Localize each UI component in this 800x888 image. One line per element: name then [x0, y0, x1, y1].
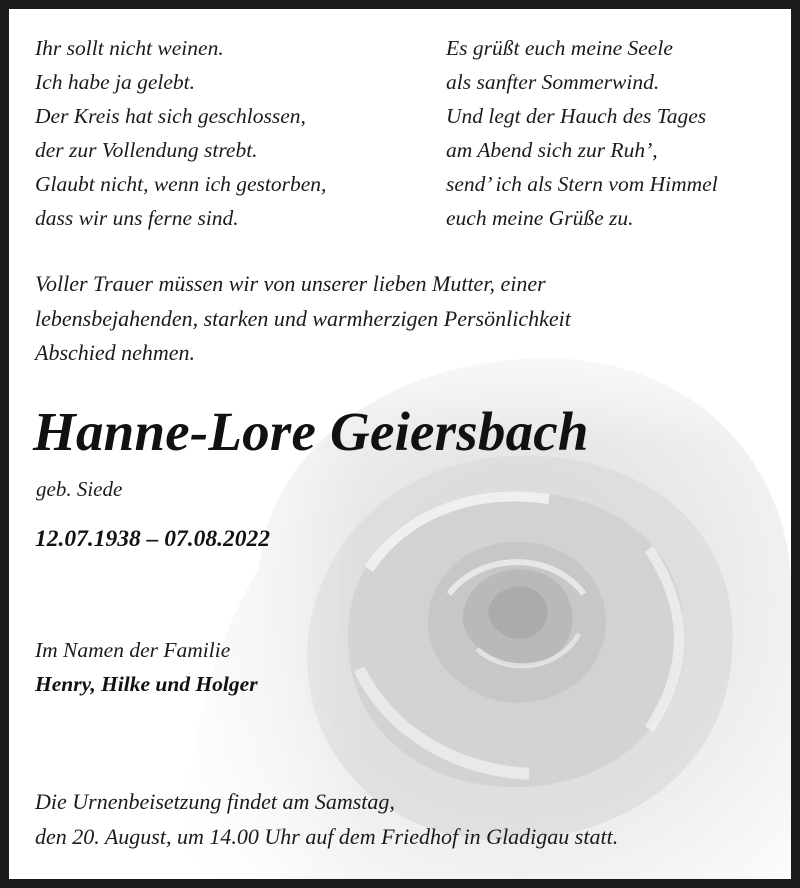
burial-line: Die Urnenbeisetzung findet am Samstag,	[35, 789, 395, 814]
poem-line: dass wir uns ferne sind.	[35, 206, 239, 230]
poem-right-column	[446, 31, 718, 235]
poem-line: Und legt der Hauch des Tages	[446, 104, 707, 128]
obituary-card	[9, 9, 791, 879]
burial-line: den 20. August, um 14.00 Uhr auf dem Friedhof in Gladigau statt.	[35, 824, 619, 849]
poem-line: euch meine Grüße zu.	[446, 206, 634, 230]
poem-left-column	[35, 31, 326, 235]
burial-notice	[35, 784, 618, 854]
poem-line: am Abend sich zur Ruh’,	[446, 138, 658, 162]
family-intro: Im Namen der Familie	[35, 638, 231, 662]
poem-line: Der Kreis hat sich geschlossen,	[35, 104, 306, 128]
poem-line: Glaubt nicht, wenn ich gestorben,	[35, 172, 327, 196]
intro-line: Abschied nehmen.	[35, 340, 196, 365]
life-dates: 12.07.1938 – 07.08.2022	[35, 526, 270, 552]
intro-line: lebensbejahenden, starken und warmherzigen Persönlichkeit	[35, 305, 571, 331]
poem-line: Es grüßt euch meine Seele	[446, 36, 673, 60]
family-names: Henry, Hilke und Holger	[35, 672, 258, 696]
poem-line: Ihr sollt nicht weinen.	[35, 36, 224, 60]
deceased-name: Hanne-Lore Geiersbach	[33, 401, 589, 462]
intro-line: Voller Trauer müssen wir von unserer lieben Mutter, einer	[35, 271, 546, 296]
maiden-name: geb. Siede	[36, 477, 123, 501]
poem-line: Ich habe ja gelebt.	[35, 70, 196, 94]
poem-line: send’ ich als Stern vom Himmel	[446, 172, 718, 196]
family-signature	[35, 633, 258, 701]
poem-line: als sanfter Sommerwind.	[446, 70, 660, 94]
mourning-intro	[35, 267, 571, 371]
poem-line: der zur Vollendung strebt.	[35, 138, 258, 162]
